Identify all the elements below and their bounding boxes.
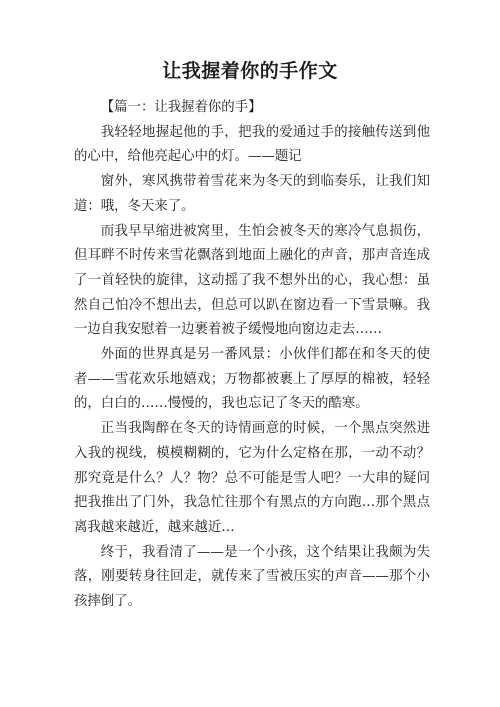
paragraph: 外面的世界真是另一番风景：小伙伴们都在和冬天的使者——雪花欢乐地嬉戏；万物都被裹上了厚厚的棉被，轻轻的，白白的……慢慢的，我也忘记了冬天的酷寒。 — [74, 347, 430, 412]
document-body — [74, 96, 430, 615]
document-title: 让我握着你的手作文 — [162, 60, 338, 82]
paragraph: 而我早早缩进被窝里，生怕会被冬天的寒冷气息损伤，但耳畔不时传来雪花飘落到地面上融化的声音，那声音连成了一首轻快的旋律，这动摇了我不想外出的心，我心想：虽然自己怕冷不想出去，但总可以趴在窗边看一下雪景嘛。我一边自我安慰着一边裹着被子缓慢地向窗边走去…… — [74, 223, 430, 338]
paragraph: 终于，我看清了——是一个小孩，这个结果让我颇为失落，刚要转身往回走，就传来了雪被压实的声音——那个小孩摔倒了。 — [74, 544, 430, 610]
paragraph-epigraph: 我轻轻地握起他的手，把我的爱通过手的接触传送到他的心中，给他亮起心中的灯。——题记 — [74, 124, 430, 165]
paragraph: 窗外，寒风携带着雪花来为冬天的到临奏乐，让我们知道：哦，冬天来了。 — [74, 174, 430, 214]
paragraph-section-heading: 【篇一：让我握着你的手】 — [100, 100, 262, 115]
paragraph: 正当我陶醉在冬天的诗情画意的时候，一个黑点突然进入我的视线，模模糊糊的，它为什么定格在那，一动不动？那究竟是什么？人？物？总不可能是雪人吧？一大串的疑问把我推出了门外，我急忙往那个有黑点的方向跑…那个黑点离我越来越近，越来越近… — [74, 421, 430, 535]
